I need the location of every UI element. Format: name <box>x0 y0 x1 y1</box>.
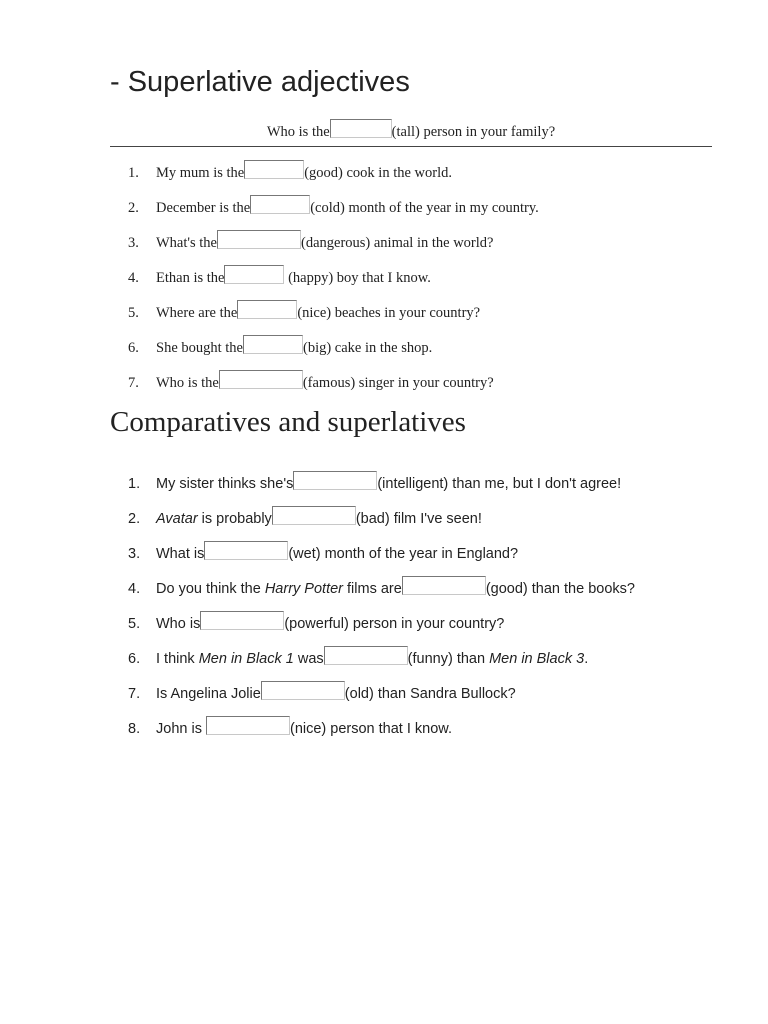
answer-input-s1-5[interactable] <box>237 300 297 319</box>
answer-input-s2-4[interactable] <box>402 576 486 595</box>
item-text-before: My sister thinks she's <box>156 476 294 492</box>
item-text-after: (dangerous) animal in the world? <box>301 235 494 251</box>
answer-input-s2-6[interactable] <box>324 646 408 665</box>
answer-input-s1-3[interactable] <box>217 230 301 249</box>
example-answer-input[interactable] <box>330 119 392 138</box>
item-text-before: Is Angelina Jolie <box>156 686 261 702</box>
example-after: (tall) person in your family? <box>391 124 556 140</box>
item-number: 1. <box>128 476 141 492</box>
item-text-before: Do you think the <box>156 581 265 597</box>
item-text-italic-title: Men in Black 1 <box>198 651 294 667</box>
answer-input-s1-2[interactable] <box>250 195 310 214</box>
item-number: 3. <box>128 235 139 251</box>
item-text-after: (good) cook in the world. <box>304 165 453 181</box>
item-text-before: Where are the <box>156 305 238 321</box>
item-text-after: (bad) film I've seen! <box>355 511 482 527</box>
item-text-before: Who is the <box>156 375 219 391</box>
item-text-after: (famous) singer in your country? <box>302 375 494 391</box>
item-text-after: (cold) month of the year in my country. <box>310 200 539 216</box>
item-number: 2. <box>128 511 141 527</box>
item-number: 6. <box>128 340 139 356</box>
answer-input-s2-3[interactable] <box>204 541 288 560</box>
item-text-after: (big) cake in the shop. <box>303 340 433 356</box>
item-text-before: I think <box>156 651 199 667</box>
answer-input-s1-6[interactable] <box>243 335 303 354</box>
item-text-after: (nice) person that I know. <box>289 721 452 737</box>
item-number: 4. <box>128 581 141 597</box>
item-text-before: December is the <box>156 200 251 216</box>
item-number: 8. <box>128 721 141 737</box>
item-text-before-2: was <box>293 651 324 667</box>
example-before: Who is the <box>266 124 330 140</box>
item-text-before: is probably <box>197 511 272 527</box>
answer-input-s1-1[interactable] <box>244 160 304 179</box>
item-number: 1. <box>128 165 139 181</box>
item-number: 7. <box>128 686 141 702</box>
item-text-before: She bought the <box>156 340 243 356</box>
item-text-before-2: films are <box>343 581 402 597</box>
item-number: 5. <box>128 616 141 632</box>
answer-input-s2-2[interactable] <box>272 506 356 525</box>
item-text-after: (happy) boy that I know. <box>284 270 431 286</box>
item-number: 5. <box>128 305 139 321</box>
item-text-before: My mum is the <box>156 165 245 181</box>
item-text-after: (old) than Sandra Bullock? <box>344 686 516 702</box>
item-text-italic-title: Harry Potter <box>264 581 343 597</box>
answer-input-s2-1[interactable] <box>293 471 377 490</box>
item-number: 3. <box>128 546 141 562</box>
section2-title: Comparatives and superlatives <box>110 406 466 438</box>
item-text-after: (funny) than <box>407 651 490 667</box>
item-text-after: (good) than the books? <box>485 581 635 597</box>
item-number: 4. <box>128 270 139 286</box>
answer-input-s2-7[interactable] <box>261 681 345 700</box>
example-sentence <box>110 118 712 147</box>
item-text-italic-title: Avatar <box>156 511 198 527</box>
item-text-after: (nice) beaches in your country? <box>297 305 481 321</box>
answer-input-s2-8[interactable] <box>206 716 290 735</box>
answer-input-s2-5[interactable] <box>200 611 284 630</box>
item-number: 6. <box>128 651 141 667</box>
item-text-after: (intelligent) than me, but I don't agree! <box>377 476 622 492</box>
item-text-before: Ethan is the <box>156 270 225 286</box>
section1-title: - Superlative adjectives <box>110 66 410 98</box>
item-text-before: What's the <box>156 235 217 251</box>
answer-input-s1-4[interactable] <box>224 265 284 284</box>
item-text-after: (powerful) person in your country? <box>284 616 505 632</box>
item-text-before: Who is <box>156 616 201 632</box>
item-text-after-2: . <box>584 651 589 667</box>
item-text-italic-title-2: Men in Black 3 <box>489 651 585 667</box>
item-number: 7. <box>128 375 139 391</box>
item-text-after: (wet) month of the year in England? <box>288 546 519 562</box>
item-text-before: What is <box>156 546 205 562</box>
item-number: 2. <box>128 200 139 216</box>
item-text-before: John is <box>156 721 206 737</box>
answer-input-s1-7[interactable] <box>219 370 303 389</box>
